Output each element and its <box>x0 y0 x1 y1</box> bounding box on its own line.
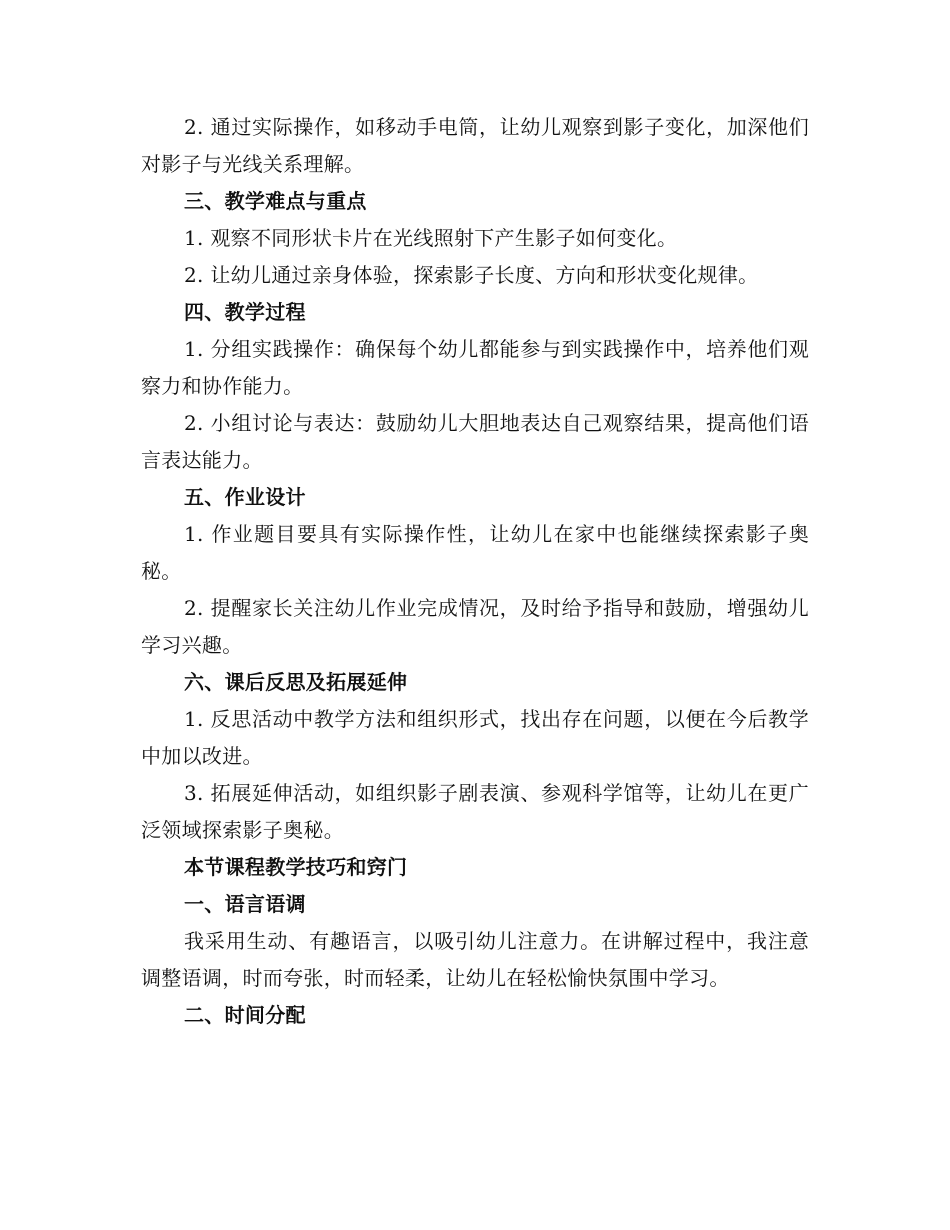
heading-tips-1: 一、语言语调 <box>184 892 306 916</box>
heading-tips-2: 二、时间分配 <box>184 1003 306 1027</box>
paragraph-homework-1: 1. 作业题目要具有实际操作性，让幼儿在家中也能继续探索影子奥秘。 <box>141 522 809 583</box>
document-body <box>141 109 809 1034</box>
heading-section-3: 三、教学难点与重点 <box>184 189 367 213</box>
paragraph-goal-2: 2. 通过实际操作，如移动手电筒，让幼儿观察到影子变化，加深他们对影子与光线关系理解。 <box>141 115 809 176</box>
paragraph-difficulty-1: 1. 观察不同形状卡片在光线照射下产生影子如何变化。 <box>184 226 678 250</box>
paragraph-language-tone: 我采用生动、有趣语言，以吸引幼儿注意力。在讲解过程中，我注意调整语调，时而夸张，时而轻柔，让幼儿在轻松愉快氛围中学习。 <box>141 929 809 990</box>
paragraph-homework-2: 2. 提醒家长关注幼儿作业完成情况，及时给予指导和鼓励，增强幼儿学习兴趣。 <box>141 596 809 657</box>
heading-section-4: 四、教学过程 <box>184 300 306 324</box>
paragraph-process-2: 2. 小组讨论与表达：鼓励幼儿大胆地表达自己观察结果，提高他们语言表达能力。 <box>141 411 809 472</box>
paragraph-reflection-1: 1. 反思活动中教学方法和组织形式，找出存在问题，以便在今后教学中加以改进。 <box>141 707 809 768</box>
heading-section-6: 六、课后反思及拓展延伸 <box>184 670 408 694</box>
heading-section-5: 五、作业设计 <box>184 485 306 509</box>
paragraph-process-1: 1. 分组实践操作：确保每个幼儿都能参与到实践操作中，培养他们观察力和协作能力。 <box>141 337 809 398</box>
heading-tips: 本节课程教学技巧和窍门 <box>184 855 408 879</box>
paragraph-reflection-3: 3. 拓展延伸活动，如组织影子剧表演、参观科学馆等，让幼儿在更广泛领域探索影子奥秘。 <box>141 781 809 842</box>
paragraph-difficulty-2: 2. 让幼儿通过亲身体验，探索影子长度、方向和形状变化规律。 <box>184 263 759 287</box>
